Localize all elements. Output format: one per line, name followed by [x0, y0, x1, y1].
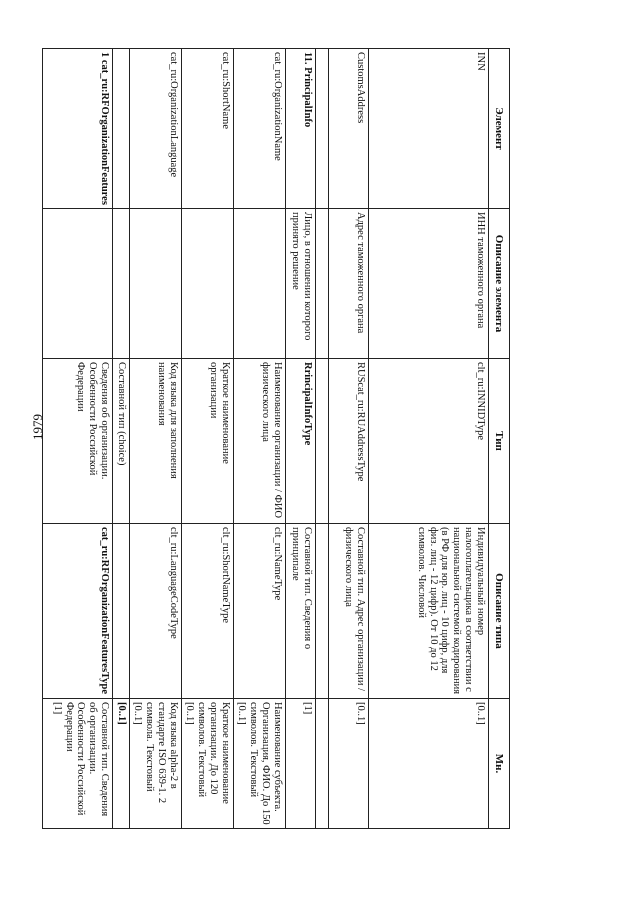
- multiplicity-text: [1]: [51, 702, 63, 715]
- cell-element-desc: Лицо, в отношении которого принято решение: [285, 209, 315, 359]
- cell-element: [112, 49, 129, 209]
- cell-type-desc: [112, 524, 129, 699]
- header-element: Элемент: [488, 49, 509, 209]
- cell-type-desc: Составной тип. Сведения о принципале: [285, 524, 315, 699]
- multiplicity-text: [0..1]: [236, 702, 248, 725]
- header-element-desc: Описание элемента: [488, 209, 509, 359]
- cell-element-desc: [112, 209, 129, 359]
- cell-element: 1 cat_ru:RFOrganizationFeatures: [42, 49, 112, 209]
- cell-type: RUScat_ru:RUAddressType: [328, 359, 368, 524]
- cell-multiplicity: [0..1]: [328, 699, 368, 829]
- separator-row: [315, 49, 328, 829]
- cell-multiplicity: [181, 699, 233, 829]
- cell-element-desc: [42, 209, 112, 359]
- cell-element-desc: ИНН таможенного органа: [368, 209, 488, 359]
- cell-multiplicity: [1]: [285, 699, 315, 829]
- type-desc-text: Код языка alpha-2 в стандарте ISO 639-1. 2 символа. Текстовый: [144, 702, 179, 804]
- header-type: Тип: [488, 359, 509, 524]
- table-row: [285, 49, 315, 829]
- cell-type: Сведения об организации. Особенности Российской Федерации: [42, 359, 112, 524]
- cell-element-desc: [181, 209, 233, 359]
- cell-type-desc: Индивидуальный номер налогоплательщика в соответствии с национальной системой кодирования (в РФ для юр. лиц - 10 цифр, для физ. лиц - 12 цифр). От 10 до 12 символов. Числовой: [368, 524, 488, 699]
- type-desc-text: Наименование субъекта. Организация, ФИО. До 150 символов. Текстовый: [248, 702, 283, 825]
- cell-type-desc: cat_ru:RFOrganizationFeaturesType: [42, 524, 112, 699]
- cell-element-desc: [233, 209, 285, 359]
- cell-element: CustomsAddress: [328, 49, 368, 209]
- cell-type: Краткое наименование организации: [181, 359, 233, 524]
- cell-type-desc: Составной тип. Адрес организации / физического лица: [328, 524, 368, 699]
- cell-element-desc: [129, 209, 181, 359]
- multiplicity-text: [0..1]: [132, 702, 144, 725]
- cell-type-desc: clt_ru:NameType: [233, 524, 285, 699]
- cell-element-desc: Адрес таможенного органа: [328, 209, 368, 359]
- type-desc-text: Краткое наименование организации. До 120 символов. Текстовый: [196, 702, 231, 804]
- cell-type: clt_ru:INNIDType: [368, 359, 488, 524]
- cell-element: INN: [368, 49, 488, 209]
- cell-type: RrincipalInfoType: [285, 359, 315, 524]
- table-row: [112, 49, 129, 829]
- cell-type: Код языка для заполнения наименования: [129, 359, 181, 524]
- table-row: [368, 49, 488, 829]
- table-row: [328, 49, 368, 829]
- cell-multiplicity: [0..1]: [368, 699, 488, 829]
- table-header-row: [488, 49, 509, 829]
- header-type-desc: Описание типа: [488, 524, 509, 699]
- table-row: [42, 49, 112, 829]
- cell-element: 11. PrincipalInfo: [285, 49, 315, 209]
- cell-element: cat_ru:OrganizationName: [233, 49, 285, 209]
- cell-element: cat_ru:OrganizationLanguage: [129, 49, 181, 209]
- type-desc-text: Составной тип. Сведения об организации. Особенности Российской Федерации: [63, 702, 110, 817]
- cell-multiplicity: [42, 699, 112, 829]
- multiplicity-text: [0..1]: [184, 702, 196, 725]
- cell-type: Наименование организации / ФИО физического лица: [233, 359, 285, 524]
- specification-table: [42, 48, 510, 829]
- cell-type-desc: clt_ru:ShortNameType: [181, 524, 233, 699]
- cell-type: Составной тип (choice): [112, 359, 129, 524]
- table-row: [233, 49, 285, 829]
- cell-multiplicity: [0..1]: [112, 699, 129, 829]
- rotated-table-container: [51, 48, 510, 828]
- header-multiplicity: Мн.: [488, 699, 509, 829]
- table-row: [129, 49, 181, 829]
- cell-element: cat_ru:ShortName: [181, 49, 233, 209]
- cell-type-desc: clt_ru:LanguageCodeType: [129, 524, 181, 699]
- cell-multiplicity: [129, 699, 181, 829]
- cell-multiplicity: [233, 699, 285, 829]
- page-number: 1979: [30, 414, 45, 440]
- table-row: [181, 49, 233, 829]
